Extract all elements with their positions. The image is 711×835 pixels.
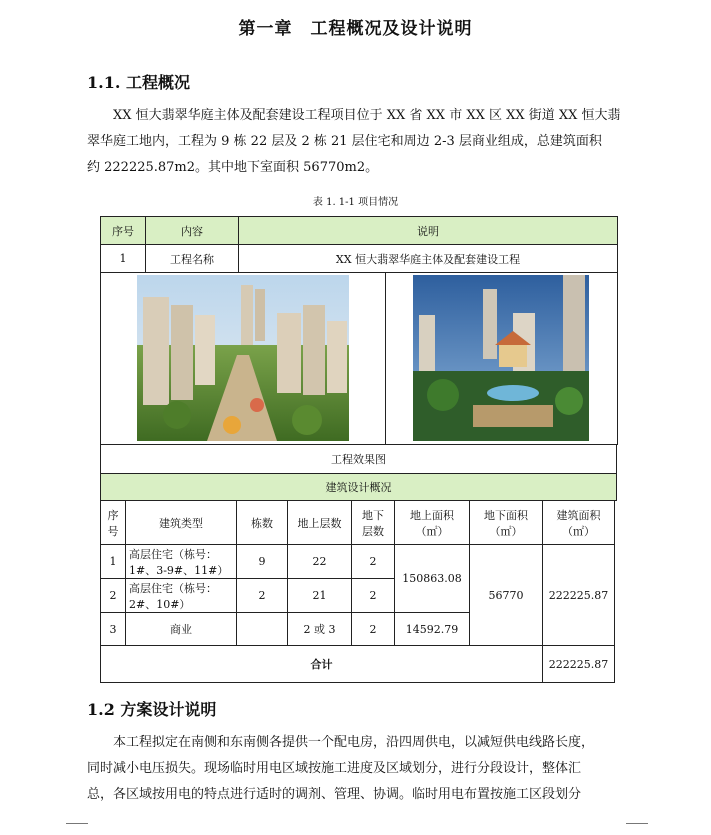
col-count: 栋数	[237, 501, 288, 545]
row-count	[237, 613, 288, 646]
total-value: 222225.87	[543, 646, 615, 683]
row-type: 高层住宅（栋号： 2#、10#）	[126, 579, 237, 613]
col-no: 序 号	[101, 501, 126, 545]
header-desc: 说明	[239, 217, 618, 245]
design-line: 本工程拟定在南侧和东南侧各提供一个配电房，沿四周供电，以减短供电线路长度，	[113, 735, 595, 750]
header-content: 内容	[146, 217, 239, 245]
row-no: 3	[101, 613, 126, 646]
header-no: 序号	[101, 217, 146, 245]
page-corner-mark	[626, 823, 648, 834]
design-paragraph	[87, 730, 639, 808]
below-area-merged: 56770	[470, 545, 543, 646]
row-no: 2	[101, 579, 126, 613]
row-type: 高层住宅（栋号： 1#、3-9#、11#）	[126, 545, 237, 579]
col-type: 建筑类型	[126, 501, 237, 545]
row-below: 2	[352, 545, 395, 579]
above-area-residential: 150863.08	[395, 545, 470, 613]
col-below-area: 地下面积 （㎡）	[470, 501, 543, 545]
total-area-merged: 222225.87	[543, 545, 615, 646]
chapter-title: 第一章 工程概况及设计说明	[238, 19, 473, 39]
col-above-area: 地上面积 （㎡）	[395, 501, 470, 545]
render-cell-left	[101, 273, 386, 445]
section-heading-1-1: 1.1. 工程概况	[87, 73, 190, 92]
row-below: 2	[352, 579, 395, 613]
courtyard-rendering-image	[413, 275, 589, 441]
total-label: 合计	[101, 646, 543, 683]
intro-line: 翠华庭工地内，工程为 9 栋 22 层及 2 栋 21 层住宅和周边 2-3 层商业组成，总建筑面积	[87, 134, 602, 149]
aerial-rendering-image	[137, 275, 349, 441]
design-line: 同时减小电压损失。现场临时用电区域按施工进度及区域划分，进行分段设计，整体汇	[87, 761, 582, 776]
row1-desc: XX 恒大翡翠华庭主体及配套建设工程	[239, 245, 618, 273]
intro-line: 约 222225.87m2。其中地下室面积 56770m2。	[87, 160, 379, 175]
row-count: 9	[237, 545, 288, 579]
row-above: 2 或 3	[288, 613, 352, 646]
row1-no: 1	[101, 245, 146, 273]
table-caption: 表 1. 1-1 项目情况	[312, 197, 399, 208]
section-label: 建筑设计概况	[101, 474, 617, 501]
row-type: 商业	[126, 613, 237, 646]
intro-line: XX 恒大翡翠华庭主体及配套建设工程项目位于 XX 省 XX 市 XX 区 XX 街道 XX 恒大翡	[113, 108, 621, 123]
col-total-area: 建筑面积 （㎡）	[543, 501, 615, 545]
section-heading-1-2: 1.2 方案设计说明	[87, 700, 217, 719]
row-above: 22	[288, 545, 352, 579]
row-count: 2	[237, 579, 288, 613]
building-overview-table	[100, 500, 615, 683]
project-info-table	[100, 216, 618, 273]
row-below: 2	[352, 613, 395, 646]
page-corner-mark	[66, 823, 88, 834]
design-line: 总，各区域按用电的特点进行适时的调剂、管理、协调。临时用电布置按施工区段划分	[87, 787, 582, 802]
col-below-floors: 地下 层数	[352, 501, 395, 545]
render-label: 工程效果图	[101, 445, 617, 474]
render-label-table	[100, 444, 617, 501]
intro-paragraph	[87, 103, 639, 181]
row1-content: 工程名称	[146, 245, 239, 273]
row-above: 21	[288, 579, 352, 613]
col-above-floors: 地上层数	[288, 501, 352, 545]
above-area-commercial: 14592.79	[395, 613, 470, 646]
render-image-table	[100, 272, 618, 445]
render-cell-right	[386, 273, 618, 445]
row-no: 1	[101, 545, 126, 579]
